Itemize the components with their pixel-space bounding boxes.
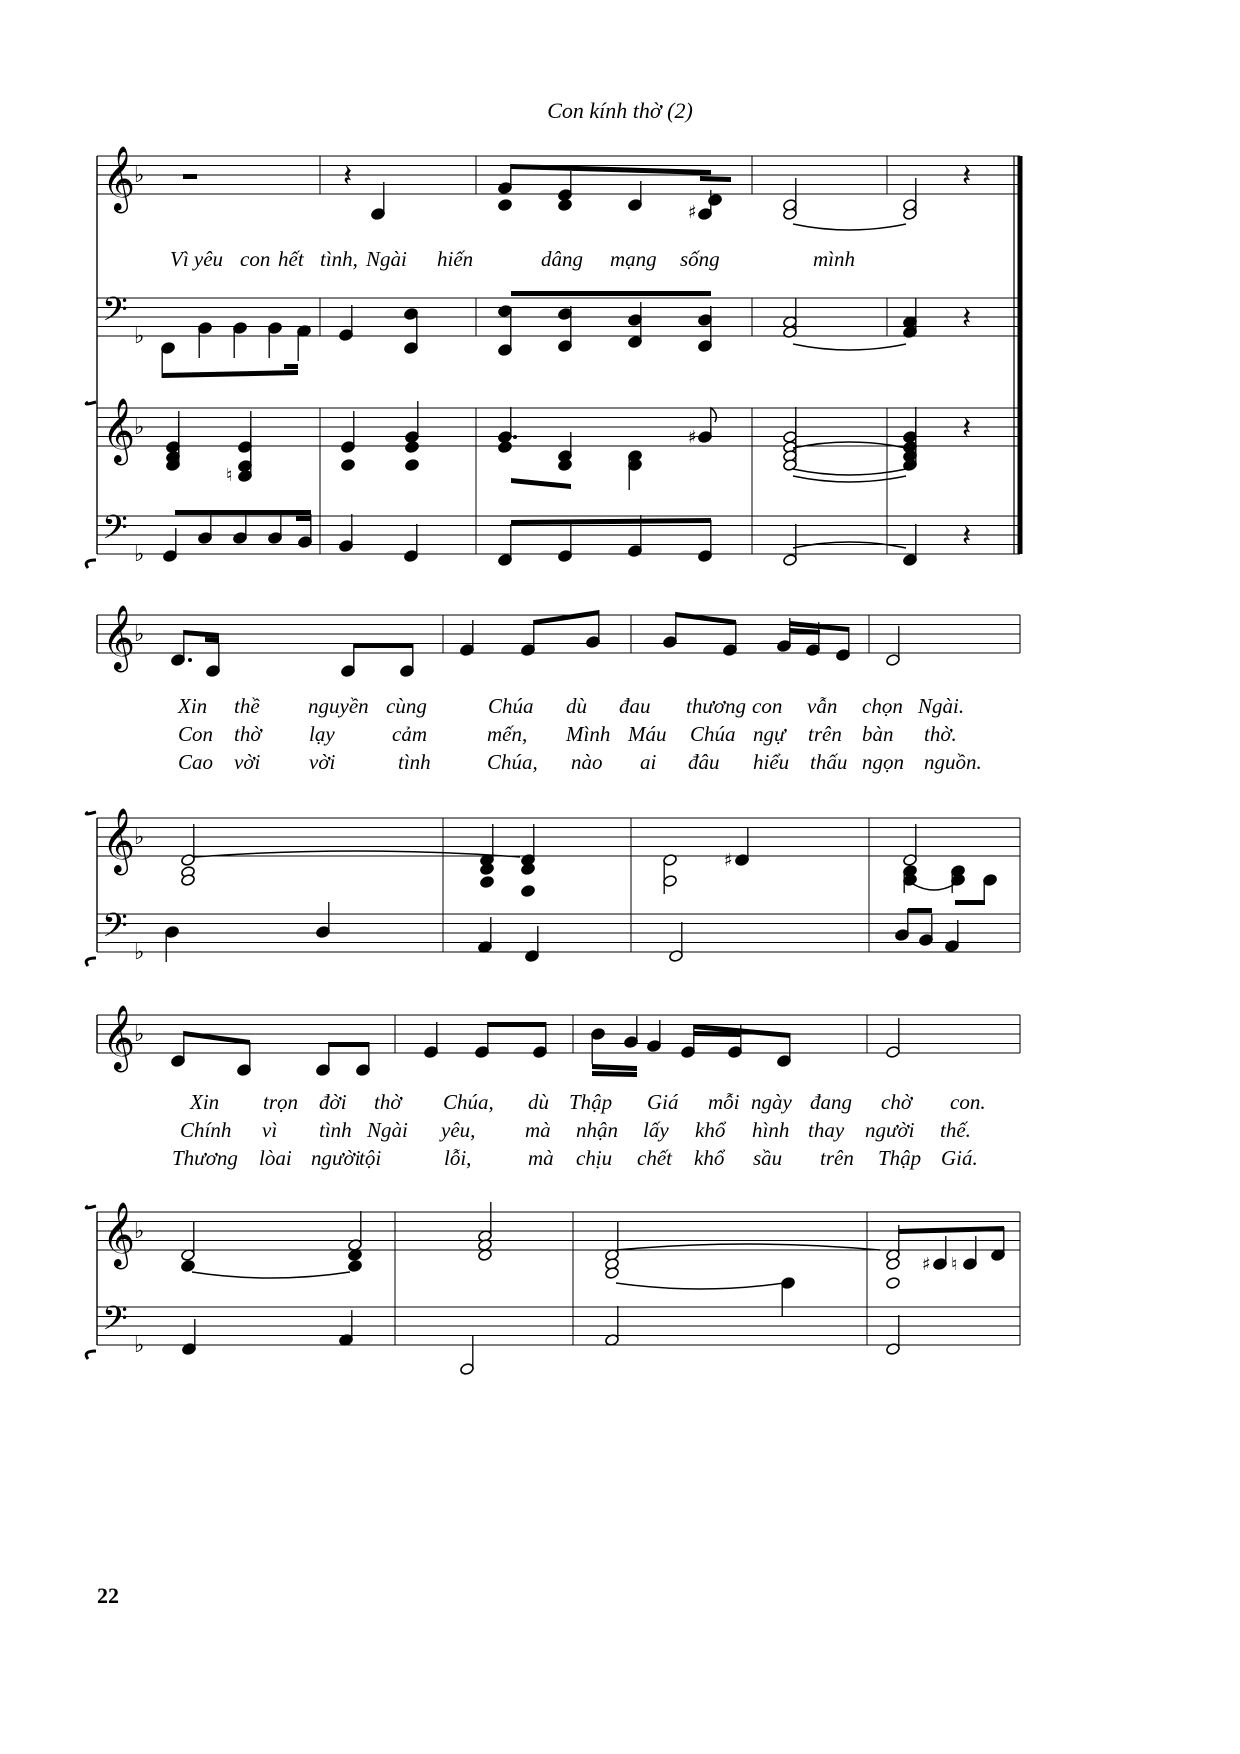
quarter-rest: 𝄽 — [962, 159, 972, 194]
lyric-system-2-verse-1-syllable-8: thương — [686, 694, 746, 718]
sixteenth-beam — [284, 364, 298, 369]
lyric-system-2-verse-3-syllable-5: Chúa, — [487, 750, 538, 774]
quarter-rest: 𝄽 — [343, 159, 353, 194]
note-head — [498, 199, 513, 212]
lyric-system-3-verse-1-syllable-1: Xin — [190, 1090, 220, 1114]
lyric-system-1-verse-1-syllable-10: mình — [813, 247, 855, 271]
lyric-system-1-verse-1-syllable-7: dâng — [541, 247, 583, 271]
lyric-system-3-verse-1-syllable-3: đời — [319, 1090, 347, 1114]
system-1-staff-0-key-flat-icon: ♭ — [134, 163, 145, 188]
lyric-system-3-verse-1-syllable-2: trọn — [263, 1090, 299, 1114]
lyric-system-2-verse-3-syllable-10: thấu — [810, 750, 848, 774]
lyric-system-1-verse-1-syllable-1: Vì yêu — [170, 247, 224, 271]
lyric-system-3-verse-2-syllable-11: thay — [808, 1118, 845, 1142]
lyric-system-3-verse-1-syllable-7: Thập — [569, 1090, 613, 1114]
note-head — [480, 876, 495, 889]
lyric-system-2-verse-3-syllable-8: đâu — [688, 750, 720, 774]
lyric-system-3-verse-2-syllable-13: thế. — [940, 1118, 971, 1142]
lyric-system-3-verse-1-syllable-4: thờ — [374, 1090, 402, 1114]
note-head — [886, 1277, 901, 1290]
note-head — [341, 459, 356, 472]
lyric-system-1-verse-1-syllable-4: tình, — [320, 247, 358, 271]
beam — [162, 370, 298, 378]
system-1-staff-2-key-flat-icon: ♭ — [134, 415, 145, 440]
natural-icon: ♮ — [226, 465, 233, 486]
lyric-system-3-verse-3-syllable-8: chết — [637, 1146, 672, 1170]
lyric-system-2-verse-2-syllable-12: thờ. — [924, 722, 957, 746]
lyric-system-2-verse-2-syllable-4: cảm — [392, 722, 427, 746]
lyric-system-3-verse-3-syllable-7: chịu — [576, 1146, 613, 1170]
beam — [354, 643, 413, 648]
lyric-system-2-verse-3-syllable-4: tình — [398, 750, 431, 774]
note-head — [348, 1260, 363, 1273]
system-3-staff-1-key-flat-icon: ♭ — [134, 1219, 145, 1244]
beam — [899, 1226, 1004, 1234]
tie — [793, 476, 906, 482]
sharp-icon: ♯ — [688, 427, 697, 448]
beam — [184, 1031, 250, 1045]
beam — [955, 900, 985, 905]
system-1-staff-2-treble-clef-icon: 𝄞 — [102, 398, 136, 463]
quarter-rest: 𝄽 — [962, 411, 972, 446]
lyric-system-1-verse-1-syllable-5: Ngài — [366, 247, 407, 271]
natural-icon: ♮ — [951, 1254, 958, 1275]
lyric-system-2-verse-2-syllable-11: bàn — [862, 722, 894, 746]
lyric-system-3-verse-3-syllable-9: khổ — [694, 1146, 725, 1170]
lyric-system-1-verse-1-syllable-8: mạng — [610, 247, 657, 271]
system-2-staff-0-treble-clef-icon: 𝄞 — [102, 605, 136, 670]
tie — [192, 1272, 350, 1278]
sharp-icon: ♯ — [688, 202, 697, 223]
system-3-staff-0-key-flat-icon: ♭ — [134, 1022, 145, 1047]
lyric-system-2-verse-1-syllable-10: vẫn — [807, 694, 838, 718]
note-head — [708, 194, 723, 207]
lyric-system-1-verse-1-syllable-6: hiến — [437, 247, 474, 271]
lyric-system-3-verse-3-syllable-13: Giá. — [941, 1146, 978, 1170]
tie — [616, 1283, 784, 1289]
beam — [908, 908, 932, 913]
sixteenth-beam — [205, 637, 219, 643]
beam — [511, 478, 571, 489]
lyric-system-2-verse-2-syllable-7: Máu — [628, 722, 667, 746]
sixteenth-beam — [592, 1071, 637, 1077]
lyric-system-2-verse-2-syllable-9: ngự — [753, 722, 786, 746]
note-head — [558, 199, 573, 212]
system-1-staff-1-bass-clef-icon: 𝄢 — [102, 291, 128, 337]
lyric-system-2-verse-1-syllable-11: chọn — [862, 694, 903, 718]
note-head — [405, 459, 420, 472]
tie — [913, 884, 955, 890]
system-1-staff-3-bass-clef-icon: 𝄢 — [102, 509, 128, 555]
lyric-system-2-verse-2-syllable-1: Con — [178, 722, 214, 746]
lyric-system-2-verse-1-syllable-4: cùng — [386, 694, 427, 718]
system-3-staff-1-treble-clef-icon: 𝄞 — [102, 1202, 136, 1267]
note-head — [886, 1258, 901, 1271]
lyric-system-1-verse-1-syllable-3: hết — [278, 247, 304, 271]
tie — [793, 224, 906, 230]
beam — [534, 610, 599, 625]
sharp-icon: ♯ — [922, 1254, 931, 1275]
beam — [592, 1064, 637, 1071]
note-head — [558, 459, 573, 472]
page-title: Con kính thờ (2) — [547, 98, 693, 123]
lyric-system-2-verse-1-syllable-9: con — [752, 694, 783, 718]
lyric-system-3-verse-3-syllable-4: tội — [359, 1146, 382, 1170]
lyric-system-2-verse-1-syllable-6: dù — [566, 694, 587, 718]
quarter-rest: 𝄽 — [962, 301, 972, 336]
eighth-flag — [711, 408, 716, 422]
beam — [511, 291, 711, 296]
system-2-brace — [86, 812, 96, 966]
lyric-system-3-verse-1-syllable-8: Giá — [647, 1090, 679, 1114]
note-head — [521, 885, 536, 898]
lyric-system-3-verse-1-syllable-13: con. — [950, 1090, 986, 1114]
lyric-system-2-verse-1-syllable-5: Chúa — [488, 694, 534, 718]
lyric-system-3-verse-3-syllable-5: lỗi, — [444, 1146, 472, 1170]
page-number: 22 — [97, 1583, 119, 1608]
lyric-system-2-verse-3-syllable-3: vời — [309, 750, 336, 774]
lyric-system-2-verse-3-syllable-9: hiểu — [753, 750, 790, 774]
lyric-system-2-verse-3-syllable-1: Cao — [178, 750, 214, 774]
lyric-system-3-verse-2-syllable-9: khổ — [695, 1118, 726, 1142]
system-3-staff-2-key-flat-icon: ♭ — [134, 1333, 145, 1358]
beam — [511, 518, 711, 525]
note-head — [480, 863, 495, 876]
sixteenth-beam — [700, 176, 731, 182]
lyric-system-3-verse-2-syllable-8: lấy — [643, 1118, 669, 1142]
system-2-staff-2-bass-clef-icon: 𝄢 — [102, 907, 128, 953]
note-head — [405, 441, 420, 454]
beam — [676, 612, 736, 625]
lyric-system-3-verse-3-syllable-12: Thập — [878, 1146, 922, 1170]
dot — [513, 435, 517, 439]
lyric-system-3-verse-3-syllable-3: người — [311, 1146, 361, 1170]
sharp-icon: ♯ — [724, 850, 733, 871]
tie — [793, 442, 906, 448]
quarter-rest: 𝄽 — [962, 519, 972, 554]
tie — [616, 1244, 880, 1250]
dot — [188, 658, 192, 662]
lyric-system-2-verse-1-syllable-3: nguyền — [308, 694, 369, 718]
system-2-staff-0-key-flat-icon: ♭ — [134, 622, 145, 647]
beam — [329, 1042, 369, 1047]
system-1-staff-0-treble-clef-icon: 𝄞 — [102, 146, 136, 211]
lyric-system-3-verse-2-syllable-3: tình — [319, 1118, 352, 1142]
lyric-system-3-verse-2-syllable-6: mà — [525, 1118, 551, 1142]
note-head — [181, 1260, 196, 1273]
system-3-brace — [86, 1206, 96, 1359]
lyric-system-3-verse-3-syllable-10: sầu — [753, 1146, 783, 1170]
lyric-system-2-verse-3-syllable-11: ngọn — [862, 750, 904, 774]
lyric-system-3-verse-2-syllable-1: Chính — [180, 1118, 232, 1142]
lyric-system-2-verse-3-syllable-12: nguồn. — [924, 750, 982, 774]
system-1-staff-1-key-flat-icon: ♭ — [134, 324, 145, 349]
beam — [184, 630, 219, 638]
half-rest — [183, 174, 197, 179]
beam — [488, 1022, 546, 1027]
lyric-system-3-verse-3-syllable-6: mà — [528, 1146, 554, 1170]
lyric-system-3-verse-1-syllable-5: Chúa, — [443, 1090, 494, 1114]
lyric-system-2-verse-1-syllable-2: thề — [234, 694, 260, 718]
lyric-system-2-verse-2-syllable-10: trên — [808, 722, 842, 746]
lyric-system-2-verse-2-syllable-2: thờ — [234, 722, 262, 746]
lyric-system-2-verse-3-syllable-2: vời — [234, 750, 261, 774]
lyric-system-3-verse-2-syllable-5: yêu, — [441, 1118, 476, 1142]
system-1-brace — [86, 402, 96, 568]
lyric-system-2-verse-3-syllable-6: nào — [571, 750, 603, 774]
note-head — [498, 441, 513, 454]
lyric-system-2-verse-1-syllable-12: Ngài. — [918, 694, 965, 718]
lyric-system-3-verse-2-syllable-10: hình — [752, 1118, 790, 1142]
lyric-system-2-verse-2-syllable-8: Chúa — [690, 722, 736, 746]
system-2-staff-2-key-flat-icon: ♭ — [134, 940, 145, 965]
lyric-system-3-verse-2-syllable-4: Ngài — [367, 1118, 408, 1142]
lyric-system-3-verse-2-syllable-12: người — [865, 1118, 915, 1142]
system-2-staff-1-treble-clef-icon: 𝄞 — [102, 808, 136, 873]
system-3-staff-0-treble-clef-icon: 𝄞 — [102, 1005, 136, 1070]
note-head — [605, 1267, 620, 1280]
tie — [793, 469, 906, 475]
lyric-system-3-verse-3-syllable-11: trên — [820, 1146, 854, 1170]
lyric-system-3-verse-2-syllable-7: nhận — [576, 1118, 618, 1142]
beam — [175, 510, 311, 515]
lyric-system-3-verse-1-syllable-11: đang — [810, 1090, 852, 1114]
lyric-system-3-verse-1-syllable-10: ngày — [751, 1090, 792, 1114]
note-head — [521, 863, 536, 876]
lyric-system-2-verse-1-syllable-1: Xin — [178, 694, 208, 718]
lyric-system-3-verse-2-syllable-2: vì — [262, 1118, 278, 1142]
lyric-system-3-verse-3-syllable-2: lòai — [259, 1146, 292, 1170]
sixteenth-beam — [694, 1031, 740, 1037]
lyric-system-2-verse-3-syllable-7: ai — [640, 750, 657, 774]
lyric-system-3-verse-1-syllable-9: mỗi — [708, 1090, 740, 1114]
lyric-system-3-verse-1-syllable-12: chờ — [881, 1090, 913, 1114]
lyric-system-2-verse-2-syllable-5: mến, — [487, 722, 528, 746]
lyric-system-1-verse-1-syllable-9: sống — [680, 247, 720, 271]
tie — [793, 344, 906, 350]
system-1-staff-3-key-flat-icon: ♭ — [134, 542, 145, 567]
lyric-system-2-verse-2-syllable-3: lạy — [309, 722, 335, 746]
system-2-staff-1-key-flat-icon: ♭ — [134, 825, 145, 850]
lyric-system-2-verse-1-syllable-7: đau — [619, 694, 651, 718]
sixteenth-beam — [296, 516, 311, 521]
system-3-staff-2-bass-clef-icon: 𝄢 — [102, 1300, 128, 1346]
lyric-system-3-verse-1-syllable-6: dù — [528, 1090, 549, 1114]
lyric-system-3-verse-3-syllable-1: Thương — [172, 1146, 238, 1170]
lyric-system-1-verse-1-syllable-2: con — [240, 247, 271, 271]
lyric-system-2-verse-2-syllable-6: Mình — [566, 722, 611, 746]
